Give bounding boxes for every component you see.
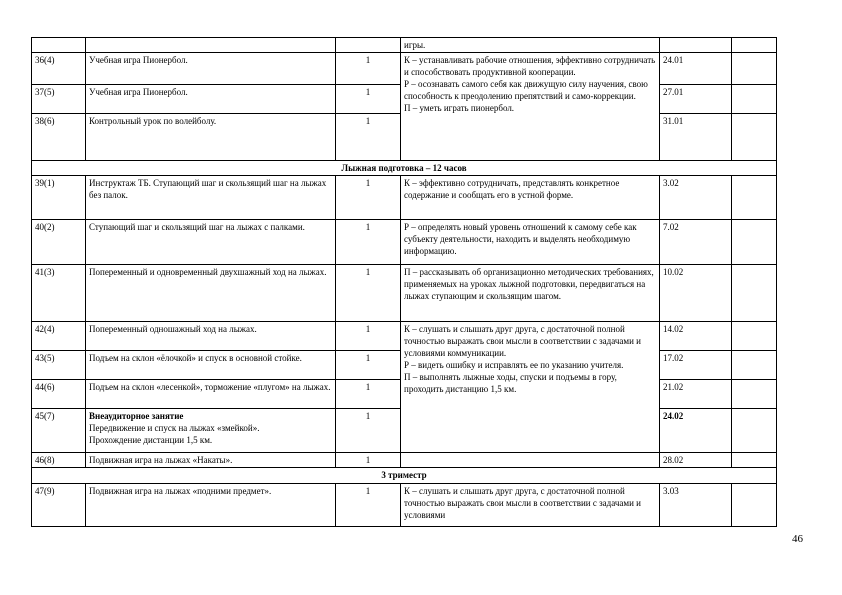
section-title: 3 триместр xyxy=(32,468,777,484)
lesson-topic: Инструктаж ТБ. Ступающий шаг и скользящий шаг на лыжах без палок. xyxy=(86,176,336,220)
lesson-date: 14.02 xyxy=(660,322,732,351)
fact-date xyxy=(732,176,777,220)
lesson-hours: 1 xyxy=(336,484,401,527)
lesson-hours: 1 xyxy=(336,380,401,409)
fact-date xyxy=(732,322,777,351)
lesson-number: 36(4) xyxy=(32,53,86,85)
lesson-date: 28.02 xyxy=(660,453,732,468)
fact-date xyxy=(732,409,777,453)
lesson-hours: 1 xyxy=(336,176,401,220)
lesson-number: 40(2) xyxy=(32,220,86,265)
lesson-hours: 1 xyxy=(336,53,401,85)
lesson-number: 37(5) xyxy=(32,85,86,114)
table-row xyxy=(32,38,777,53)
uud-cell: К – слушать и слышать друг друга, с достаточной полной точностью выражать свои мысли в соответствии с задачами и условиями коммуникации. Р – видеть ошибку и исправлять ее по указанию учителя. П – выполнять лыжные ходы, спуски и подъемы в гору, проходить дистанцию 1,5 км. xyxy=(401,322,660,453)
lesson-number: 41(3) xyxy=(32,265,86,322)
lesson-date: 10.02 xyxy=(660,265,732,322)
fact-date xyxy=(732,380,777,409)
section-header-row xyxy=(32,468,777,484)
lesson-number: 43(5) xyxy=(32,351,86,380)
section-title: Лыжная подготовка – 12 часов xyxy=(32,161,777,176)
fact-date xyxy=(732,220,777,265)
lesson-hours: 1 xyxy=(336,322,401,351)
lesson-plan-table xyxy=(31,37,777,527)
table-row xyxy=(32,484,777,527)
lesson-topic: Подвижная игра на лыжах «подними предмет». xyxy=(86,484,336,527)
fact-date xyxy=(732,114,777,161)
lesson-topic: Попеременный и одновременный двухшажный ход на лыжах. xyxy=(86,265,336,322)
lesson-type-label: Внеаудиторное занятие xyxy=(89,411,184,421)
lesson-number: 45(7) xyxy=(32,409,86,453)
lesson-topic: Учебная игра Пионербол. xyxy=(86,53,336,85)
lesson-date: 7.02 xyxy=(660,220,732,265)
fact-date xyxy=(732,265,777,322)
uud-cell xyxy=(401,453,660,468)
table-row xyxy=(32,453,777,468)
lesson-topic: Попеременный одношажный ход на лыжах. xyxy=(86,322,336,351)
lesson-topic: Учебная игра Пионербол. xyxy=(86,85,336,114)
lesson-number: 38(6) xyxy=(32,114,86,161)
fact-date xyxy=(732,484,777,527)
lesson-topic: Подъем на склон «ёлочкой» и спуск в основной стойке. xyxy=(86,351,336,380)
lesson-hours: 1 xyxy=(336,85,401,114)
lesson-hours: 1 xyxy=(336,220,401,265)
uud-cell: игры. xyxy=(401,38,660,53)
lesson-date: 24.01 xyxy=(660,53,732,85)
table-row xyxy=(32,265,777,322)
uud-cell: К – устанавливать рабочие отношения, эффективно сотрудничать и способствовать продуктивной кооперации. Р – осознавать самого себя как движущую силу научения, свою способность к преодолению препятствий и само-коррекции. П – уметь играть пионербол. xyxy=(401,53,660,161)
page-number: 46 xyxy=(792,533,803,545)
lesson-date: 17.02 xyxy=(660,351,732,380)
table-row xyxy=(32,322,777,351)
fact-date xyxy=(732,453,777,468)
lesson-topic: Контрольный урок по волейболу. xyxy=(86,114,336,161)
lesson-topic: Ступающий шаг и скользящий шаг на лыжах с палками. xyxy=(86,220,336,265)
lesson-topic: Подвижная игра на лыжах «Накаты». xyxy=(86,453,336,468)
lesson-hours: 1 xyxy=(336,453,401,468)
table-row xyxy=(32,53,777,85)
lesson-date: 31.01 xyxy=(660,114,732,161)
lesson-number: 39(1) xyxy=(32,176,86,220)
lesson-date: 24.02 xyxy=(660,409,732,453)
lesson-date: 3.03 xyxy=(660,484,732,527)
lesson-hours: 1 xyxy=(336,265,401,322)
fact-date xyxy=(732,85,777,114)
uud-cell: К – эффективно сотрудничать, представлять конкретное содержание и сообщать его в устной форме. xyxy=(401,176,660,220)
uud-cell: К – слушать и слышать друг друга, с достаточной полной точностью выражать свои мысли в соответствии с задачами и условиями xyxy=(401,484,660,527)
fact-date xyxy=(732,351,777,380)
lesson-topic: Подъем на склон «лесенкой», торможение «плугом» на лыжах. xyxy=(86,380,336,409)
lesson-number: 47(9) xyxy=(32,484,86,527)
section-header-row xyxy=(32,161,777,176)
uud-cell: Р – определять новый уровень отношений к самому себе как субъекту деятельности, находить и выделять необходимую информацию. xyxy=(401,220,660,265)
fact-date xyxy=(732,53,777,85)
lesson-number: 46(8) xyxy=(32,453,86,468)
lesson-hours: 1 xyxy=(336,114,401,161)
table-row xyxy=(32,220,777,265)
lesson-number: 42(4) xyxy=(32,322,86,351)
lesson-date: 21.02 xyxy=(660,380,732,409)
table-row xyxy=(32,176,777,220)
lesson-hours: 1 xyxy=(336,351,401,380)
lesson-date: 3.02 xyxy=(660,176,732,220)
lesson-hours: 1 xyxy=(336,409,401,453)
lesson-number: 44(6) xyxy=(32,380,86,409)
lesson-topic xyxy=(86,409,336,453)
uud-cell: П – рассказывать об организационно методических требованиях, применяемых на уроках лыжной подготовки, передвигаться на лыжах ступающим и скользящим шагом. xyxy=(401,265,660,322)
lesson-topic-text: Передвижение и спуск на лыжах «змейкой». Прохождение дистанции 1,5 км. xyxy=(89,423,260,445)
lesson-date: 27.01 xyxy=(660,85,732,114)
